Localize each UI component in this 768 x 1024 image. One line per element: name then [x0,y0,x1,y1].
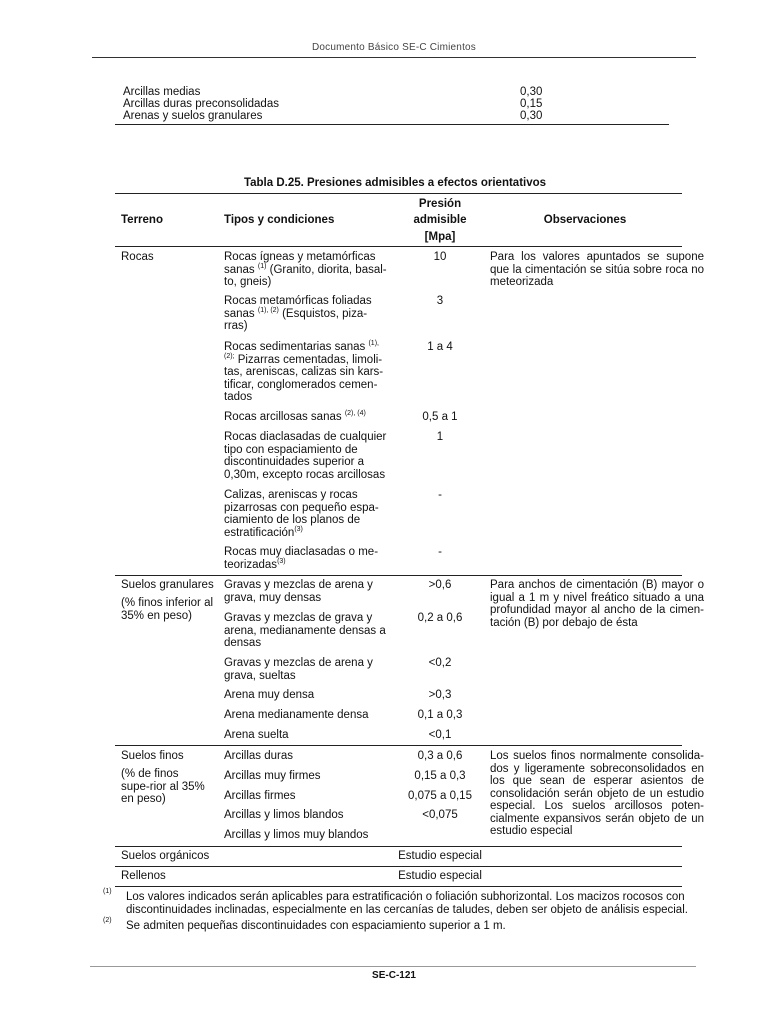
type-cell: Rocas sedimentarias sanas $^{(1), (2);}$ Pizarras cementadas, limoli-tas, areniscas, calizas sin kars-tificar, conglomerados cemen-tados [224,340,384,403]
pressure-value: 0,15 a 0,3 [414,770,466,782]
header-bottom-rule [115,246,682,247]
pressure-value: >0,6 [428,579,452,591]
type-cell: Arcillas y limos blandos [224,809,344,821]
table-top-rule [115,193,682,194]
col-header-presion: Presión [418,198,462,210]
page-number: SE-C-121 [372,970,416,981]
prev-row-value: 0,30 [520,86,543,98]
prev-row-value: 0,30 [520,110,543,122]
footnote-text: Se admiten pequeñas discontinuidades con espaciamiento superior a 1 m. [126,920,506,932]
type-cell: Arena medianamente densa [224,709,369,721]
pressure-value: Estudio especial [398,870,482,882]
footnote-mark: (2) [103,917,112,924]
footnote-mark: (1) [103,888,112,895]
type-cell: Arcillas duras [224,750,294,762]
table-bottom-rule [115,886,682,887]
type-cell: Arcillas muy firmes [224,770,321,782]
pressure-value: - [438,546,442,558]
row-separator [115,866,682,867]
type-cell: Gravas y mezclas de grava y arena, medianamente densas a densas [224,612,386,649]
observation-finos: Los suelos finos normalmente consolida-dos y ligeramente sobreconsolidados en los que sean de esperar asientos de consolidación serán objeto de un estudio especial. Los suelos arcillosos poten-cialmente expansivos serán objeto de un estudio especial [490,750,704,837]
pressure-value: <0,2 [428,657,452,669]
pressure-value: 0,2 a 0,6 [417,612,463,624]
pressure-value: 3 [436,295,444,307]
type-cell: Gravas y mezclas de arena y grava, muy densas [224,579,373,604]
running-header: Documento Básico SE-C Cimientos [311,42,477,53]
pressure-value: - [438,489,442,501]
group-name-granulares: Suelos granulares [121,579,214,591]
pressure-value: >0,3 [428,689,452,701]
footer-rule [90,966,696,967]
prev-table-bottom-rule [115,124,669,125]
group-note-granulares: (% finos inferior al 35% en peso) [121,597,214,622]
pressure-value: 0,1 a 0,3 [417,709,463,721]
pressure-value: <0,1 [428,729,452,741]
pressure-value: 1 [436,431,444,443]
prev-row-label: Arenas y suelos granulares [123,110,263,122]
type-cell: Arcillas y limos muy blandos [224,829,369,841]
type-cell: Rocas ígneas y metamórficas sanas $^{(1)}$ (Granito, diorita, basal-to, gneis) [224,251,387,288]
group-name-rocas: Rocas [121,251,154,263]
type-cell: Calizas, areniscas y rocas pizarrosas con pequeño espa-ciamiento de los planos de estratificación$^{(3)}$ [224,489,379,539]
type-cell: Rocas diaclasadas de cualquier tipo con espaciamiento de discontinuidades superior a 0,30m, excepto rocas arcillosas [224,431,387,481]
header-rule [92,57,696,58]
pressure-value: Estudio especial [398,850,482,862]
type-cell: Arcillas firmes [224,790,296,802]
observation-rocas: Para los valores apuntados se supone que la cimentación se sitúa sobre roca no meteorizada [490,251,704,288]
pressure-value: 0,075 a 0,15 [408,790,472,802]
type-cell: Rocas muy diaclasadas o me-teorizadas$^{(3)}$ [224,546,379,571]
pressure-value: 10 [433,251,447,263]
type-cell: Arena muy densa [224,689,315,701]
prev-row-value: 0,15 [520,98,543,110]
footnote-text: Los valores indicados serán aplicables para estratificación o foliación subhorizontal. Los macizos rocosos con discontinuidades inclinadas, especialmente en las cercanías de taludes, deben ser objeto de análisis especial. [126,891,688,916]
col-header-terreno: Terreno [121,214,163,226]
group-name-finos: Suelos finos [121,750,184,762]
type-cell: Gravas y mezclas de arena y grava, sueltas [224,657,373,682]
prev-row-label: Arcillas duras preconsolidadas [123,98,279,110]
pressure-value: <0,075 [422,809,458,821]
group-note-finos: (% de finos supe-rior al 35% en peso) [121,768,205,805]
prev-row-label: Arcillas medias [123,86,201,98]
pressure-value: 1 a 4 [427,341,453,353]
pressure-value: 0,3 a 0,6 [417,750,463,762]
type-cell: Rocas arcillosas sanas $^{(2), (4)}$ [224,410,366,423]
group-separator [115,846,682,847]
col-header-tipos: Tipos y condiciones [224,214,335,226]
col-header-observaciones: Observaciones [543,214,627,226]
observation-granulares: Para anchos de cimentación (B) mayor o igual a 1 m y nivel freático situado a una profundidad mayor al ancho de la cimen-tación (B) por debajo de ésta [490,579,704,629]
group-separator [115,575,682,576]
col-header-presion-unit: [Mpa] [424,231,456,243]
type-cell: Rocas metamórficas foliadas sanas $^{(1), (2)}$ (Esquistos, piza-rras) [224,295,372,332]
col-header-presion: admisible [413,214,467,226]
group-separator [115,745,682,746]
table-caption: Tabla D.25. Presiones admisibles a efectos orientativos [243,177,547,189]
group-name-rellenos: Rellenos [121,870,166,882]
group-name-organicos: Suelos orgánicos [121,850,210,862]
pressure-value: 0,5 a 1 [422,411,458,423]
type-cell: Arena suelta [224,729,289,741]
